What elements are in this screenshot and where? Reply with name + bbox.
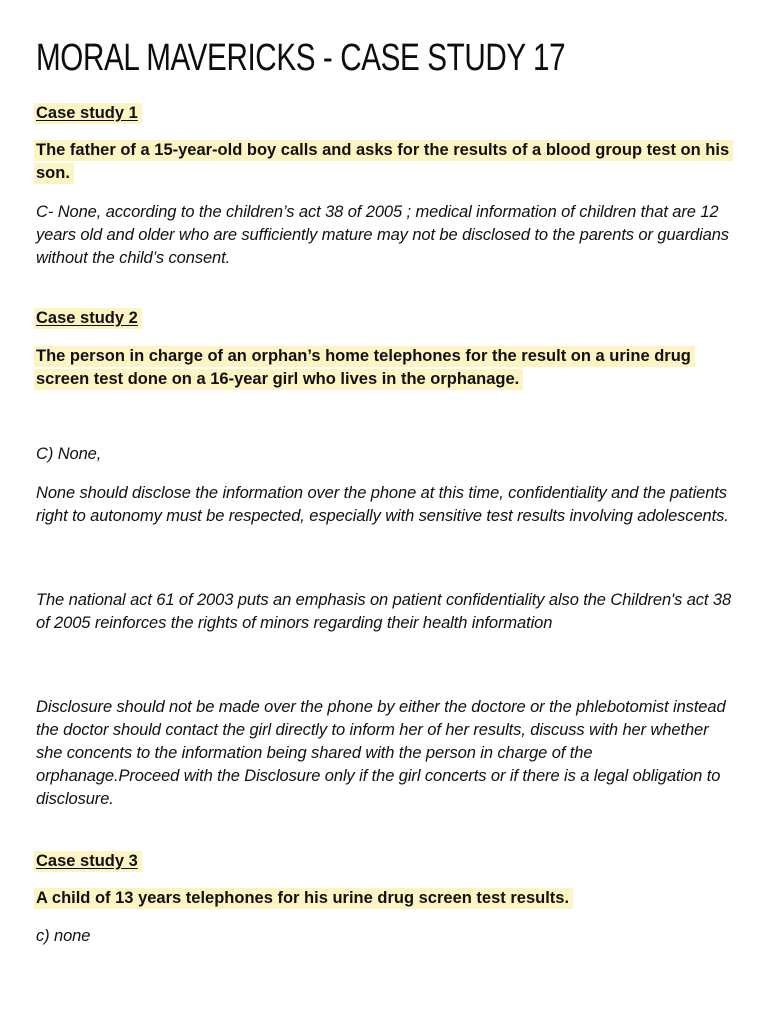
case-2-paragraph: Disclosure should not be made over the phone by either the doctore or the phlebotomist instead the doctor should contact the girl directly to inform her of her results, discuss with her whether she concents to the information being shared with the person in charge of the orphanage.Proceed with the Disclosure only if the girl concerts or if there is a legal obligation to disclosure.: [36, 698, 726, 808]
page-title: MORAL MAVERICKS - CASE STUDY 17: [36, 37, 566, 79]
case-2-paragraph: None should disclose the information over the phone at this time, confidentiality and the patients right to autonomy must be respected, especially with sensitive test results involving adolescents.: [36, 484, 729, 525]
case-2-answer-choice: C) None,: [36, 445, 102, 463]
case-heading-text: Case study 1: [34, 103, 142, 124]
case-question-text: The person in charge of an orphan’s home telephones for the result on a urine drug screen test done on a 16-year girl who lives in the orphanage.: [34, 346, 695, 390]
case-1-answer: C- None, according to the children’s act 38 of 2005 ; medical information of children that are 12 years old and older who are sufficiently mature may not be disclosed to the parents or guardians without the child’s consent.: [36, 203, 729, 267]
case-2-heading: [36, 307, 736, 330]
case-3-heading: [36, 850, 736, 873]
case-3-question: [36, 887, 736, 910]
case-heading-text: Case study 2: [34, 308, 142, 329]
case-1-heading: [36, 102, 736, 125]
case-2-question: [36, 345, 736, 391]
case-heading-text: Case study 3: [34, 851, 142, 872]
case-3-answer: c) none: [36, 927, 91, 945]
case-2-paragraph: The national act 61 of 2003 puts an emphasis on patient confidentiality also the Children's act 38 of 2005 reinforces the rights of minors regarding their health information: [36, 591, 732, 632]
case-1-question: [36, 139, 736, 185]
case-question-text: A child of 13 years telephones for his urine drug screen test results.: [34, 888, 573, 909]
case-question-text: The father of a 15-year-old boy calls and asks for the results of a blood group test on his son.: [34, 140, 733, 184]
